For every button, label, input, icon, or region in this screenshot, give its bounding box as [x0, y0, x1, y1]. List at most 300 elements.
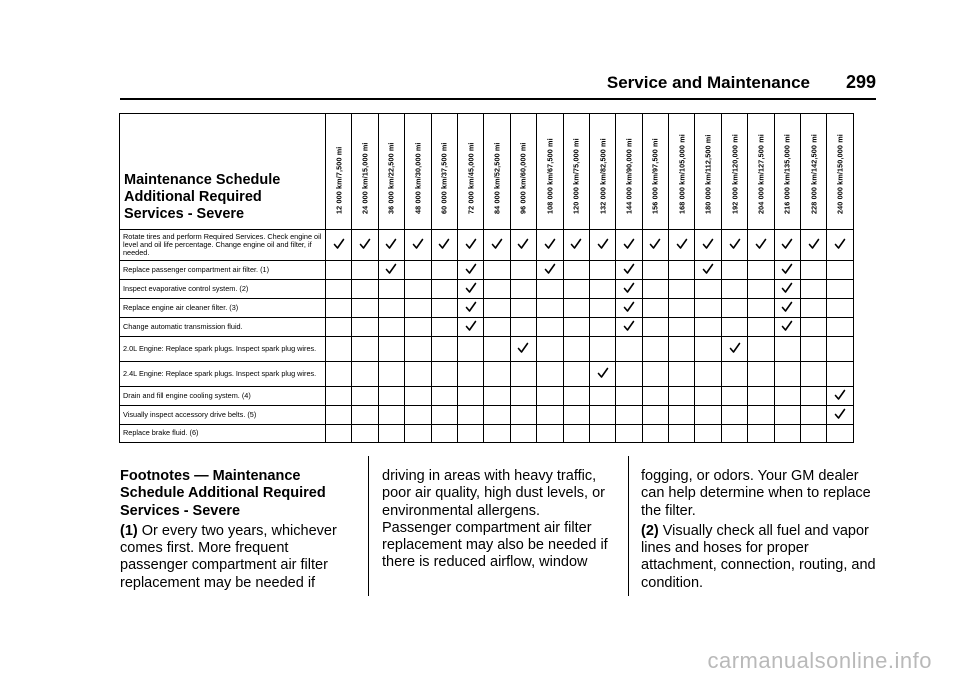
table-title	[120, 114, 326, 230]
schedule-cell	[774, 261, 800, 280]
schedule-cell	[537, 318, 563, 337]
schedule-cell	[431, 337, 457, 362]
schedule-cell	[405, 387, 431, 406]
schedule-cell	[326, 280, 352, 299]
schedule-cell	[695, 387, 721, 406]
schedule-cell	[669, 299, 695, 318]
interval-label: 24 000 km/15,000 mi	[360, 142, 370, 214]
schedule-cell	[457, 387, 483, 406]
schedule-cell	[405, 337, 431, 362]
schedule-cell	[378, 425, 404, 443]
service-task: Rotate tires and perform Required Services. Check engine oil level and oil life percentage. Change engine oil and filter, if needed.	[120, 230, 326, 261]
interval-header	[431, 114, 457, 230]
schedule-cell	[695, 337, 721, 362]
checkmark-icon	[517, 237, 529, 249]
checkmark-icon	[333, 237, 345, 249]
schedule-cell	[801, 230, 827, 261]
schedule-cell	[378, 299, 404, 318]
schedule-cell	[748, 362, 774, 387]
schedule-cell	[326, 299, 352, 318]
schedule-cell	[484, 299, 510, 318]
schedule-cell	[457, 299, 483, 318]
schedule-cell	[457, 362, 483, 387]
schedule-cell	[695, 425, 721, 443]
table-row	[120, 299, 854, 318]
schedule-cell	[378, 337, 404, 362]
table-row	[120, 387, 854, 406]
footnote-column-1	[120, 468, 350, 595]
schedule-cell	[801, 362, 827, 387]
interval-label: 240 000 km/150,000 mi	[835, 134, 845, 214]
schedule-cell	[774, 337, 800, 362]
checkmark-icon	[729, 237, 741, 249]
schedule-cell	[721, 425, 747, 443]
service-task: Replace brake fluid. (6)	[120, 425, 326, 443]
checkmark-icon	[465, 300, 477, 312]
schedule-cell	[457, 280, 483, 299]
schedule-cell	[616, 425, 642, 443]
schedule-cell	[748, 406, 774, 425]
footnote-1	[120, 523, 350, 592]
schedule-cell	[510, 230, 536, 261]
schedule-cell	[721, 230, 747, 261]
schedule-cell	[827, 261, 853, 280]
interval-header	[642, 114, 668, 230]
schedule-cell	[616, 337, 642, 362]
schedule-cell	[537, 280, 563, 299]
schedule-cell	[774, 387, 800, 406]
schedule-cell	[589, 261, 615, 280]
schedule-cell	[352, 280, 378, 299]
schedule-cell	[721, 387, 747, 406]
service-task: Replace engine air cleaner filter. (3)	[120, 299, 326, 318]
schedule-cell	[801, 387, 827, 406]
schedule-cell	[484, 337, 510, 362]
interval-header	[801, 114, 827, 230]
schedule-cell	[563, 337, 589, 362]
footnote-1-end: fogging, or odors. Your GM dealer can help determine when to replace the filter.	[641, 468, 871, 519]
checkmark-icon	[781, 237, 793, 249]
schedule-cell	[642, 280, 668, 299]
footnotes-section	[120, 468, 876, 598]
maintenance-schedule-table	[119, 113, 854, 443]
schedule-cell	[669, 280, 695, 299]
schedule-cell	[695, 230, 721, 261]
schedule-cell	[510, 280, 536, 299]
schedule-cell	[405, 261, 431, 280]
checkmark-icon	[834, 237, 846, 249]
schedule-cell	[774, 406, 800, 425]
schedule-cell	[431, 280, 457, 299]
schedule-cell	[352, 362, 378, 387]
table-row	[120, 261, 854, 280]
checkmark-icon	[623, 237, 635, 249]
section-title: Service and Maintenance	[606, 73, 810, 92]
schedule-cell	[642, 318, 668, 337]
schedule-cell	[378, 261, 404, 280]
checkmark-icon	[623, 281, 635, 293]
checkmark-icon	[570, 237, 582, 249]
checkmark-icon	[676, 237, 688, 249]
schedule-cell	[774, 230, 800, 261]
schedule-cell	[669, 318, 695, 337]
schedule-cell	[378, 362, 404, 387]
interval-header	[616, 114, 642, 230]
table-row	[120, 425, 854, 443]
schedule-cell	[563, 362, 589, 387]
watermark: carmanualsonline.info	[707, 648, 932, 673]
interval-label: 168 000 km/105,000 mi	[677, 134, 687, 214]
schedule-cell	[748, 299, 774, 318]
schedule-cell	[589, 362, 615, 387]
schedule-cell	[721, 406, 747, 425]
checkmark-icon	[781, 281, 793, 293]
schedule-cell	[827, 318, 853, 337]
table-title-line: Additional Required	[124, 189, 262, 205]
column-divider	[628, 456, 629, 596]
schedule-cell	[827, 230, 853, 261]
checkmark-icon	[385, 237, 397, 249]
schedule-cell	[352, 261, 378, 280]
schedule-cell	[484, 318, 510, 337]
checkmark-icon	[465, 262, 477, 274]
interval-label: 108 000 km/67,500 mi	[545, 138, 555, 214]
schedule-cell	[589, 318, 615, 337]
checkmark-icon	[597, 366, 609, 378]
schedule-cell	[378, 387, 404, 406]
checkmark-icon	[491, 237, 503, 249]
schedule-cell	[484, 280, 510, 299]
schedule-cell	[721, 337, 747, 362]
schedule-cell	[457, 425, 483, 443]
schedule-cell	[642, 337, 668, 362]
schedule-cell	[405, 425, 431, 443]
schedule-cell	[801, 318, 827, 337]
footnote-column-3	[641, 468, 876, 595]
schedule-cell	[563, 318, 589, 337]
schedule-cell	[695, 299, 721, 318]
schedule-cell	[431, 230, 457, 261]
schedule-cell	[537, 230, 563, 261]
schedule-cell	[457, 337, 483, 362]
schedule-cell	[484, 425, 510, 443]
footnotes-title: Footnotes — Maintenance Schedule Additional Required Services - Severe	[120, 468, 326, 519]
checkmark-icon	[465, 319, 477, 331]
schedule-cell	[563, 387, 589, 406]
schedule-cell	[537, 425, 563, 443]
interval-header	[457, 114, 483, 230]
service-task: 2.0L Engine: Replace spark plugs. Inspect spark plug wires.	[120, 337, 326, 362]
interval-label: 156 000 km/97,500 mi	[650, 138, 660, 214]
interval-label: 132 000 km/82,500 mi	[598, 138, 608, 214]
checkmark-icon	[438, 237, 450, 249]
schedule-cell	[510, 261, 536, 280]
interval-label: 216 000 km/135,000 mi	[782, 134, 792, 214]
schedule-cell	[748, 230, 774, 261]
schedule-cell	[748, 280, 774, 299]
checkmark-icon	[359, 237, 371, 249]
schedule-cell	[510, 425, 536, 443]
schedule-cell	[457, 230, 483, 261]
schedule-cell	[510, 387, 536, 406]
interval-header	[721, 114, 747, 230]
table-row	[120, 230, 854, 261]
schedule-cell	[510, 337, 536, 362]
footnote-2-text: Visually check all fuel and vapor lines and hoses for proper attachment, connection, routing, and condition.	[641, 522, 876, 591]
checkmark-icon	[834, 407, 846, 419]
schedule-cell	[484, 387, 510, 406]
schedule-cell	[563, 406, 589, 425]
schedule-cell	[616, 261, 642, 280]
checkmark-icon	[412, 237, 424, 249]
schedule-cell	[616, 406, 642, 425]
schedule-cell	[563, 280, 589, 299]
schedule-cell	[484, 261, 510, 280]
schedule-cell	[510, 318, 536, 337]
schedule-cell	[748, 261, 774, 280]
footnote-1-text: Or every two years, whichever comes first. More frequent passenger compartment air filter replacement may be needed if	[120, 522, 337, 591]
schedule-cell	[616, 230, 642, 261]
schedule-cell	[669, 362, 695, 387]
schedule-cell	[616, 362, 642, 387]
schedule-cell	[378, 230, 404, 261]
service-task: Drain and fill engine cooling system. (4)	[120, 387, 326, 406]
table-body	[120, 230, 854, 443]
interval-label: 144 000 km/90,000 mi	[624, 138, 634, 214]
schedule-cell	[616, 280, 642, 299]
schedule-cell	[721, 318, 747, 337]
service-task: Inspect evaporative control system. (2)	[120, 280, 326, 299]
table-row	[120, 318, 854, 337]
schedule-cell	[801, 280, 827, 299]
schedule-cell	[405, 280, 431, 299]
schedule-cell	[642, 425, 668, 443]
schedule-cell	[827, 299, 853, 318]
service-task: Replace passenger compartment air filter. (1)	[120, 261, 326, 280]
schedule-cell	[801, 406, 827, 425]
interval-header	[589, 114, 615, 230]
schedule-cell	[774, 280, 800, 299]
table-row	[120, 280, 854, 299]
schedule-cell	[695, 362, 721, 387]
schedule-cell	[431, 362, 457, 387]
interval-header	[378, 114, 404, 230]
checkmark-icon	[781, 319, 793, 331]
schedule-cell	[457, 261, 483, 280]
interval-label: 12 000 km/7,500 mi	[334, 146, 344, 214]
interval-label: 192 000 km/120,000 mi	[730, 134, 740, 214]
service-task: Visually inspect accessory drive belts. (5)	[120, 406, 326, 425]
footnote-column-2	[382, 468, 612, 572]
interval-header	[537, 114, 563, 230]
interval-header	[510, 114, 536, 230]
checkmark-icon	[623, 300, 635, 312]
schedule-cell	[563, 425, 589, 443]
schedule-cell	[827, 362, 853, 387]
table-header-row	[120, 114, 854, 230]
schedule-cell	[827, 425, 853, 443]
checkmark-icon	[834, 388, 846, 400]
schedule-cell	[352, 337, 378, 362]
schedule-cell	[326, 406, 352, 425]
footnote-1-ref: (1)	[120, 522, 138, 539]
schedule-cell	[589, 280, 615, 299]
schedule-cell	[484, 362, 510, 387]
schedule-cell	[616, 299, 642, 318]
checkmark-icon	[781, 262, 793, 274]
schedule-cell	[669, 406, 695, 425]
interval-header	[827, 114, 853, 230]
column-divider	[368, 456, 369, 596]
interval-label: 204 000 km/127,500 mi	[756, 134, 766, 214]
schedule-cell	[378, 318, 404, 337]
interval-label: 36 000 km/22,500 mi	[386, 142, 396, 214]
schedule-cell	[326, 387, 352, 406]
table-row	[120, 337, 854, 362]
schedule-cell	[721, 362, 747, 387]
schedule-cell	[721, 299, 747, 318]
schedule-cell	[695, 261, 721, 280]
schedule-cell	[589, 406, 615, 425]
schedule-cell	[563, 299, 589, 318]
schedule-cell	[589, 387, 615, 406]
footnote-2	[641, 523, 876, 592]
schedule-cell	[537, 337, 563, 362]
checkmark-icon	[623, 319, 635, 331]
schedule-cell	[774, 362, 800, 387]
schedule-cell	[431, 406, 457, 425]
schedule-cell	[563, 261, 589, 280]
interval-label: 228 000 km/142,500 mi	[809, 134, 819, 214]
schedule-cell	[484, 406, 510, 425]
schedule-cell	[748, 337, 774, 362]
checkmark-icon	[385, 262, 397, 274]
schedule-cell	[457, 318, 483, 337]
interval-header	[405, 114, 431, 230]
schedule-cell	[589, 299, 615, 318]
checkmark-icon	[597, 237, 609, 249]
schedule-cell	[326, 230, 352, 261]
service-task: 2.4L Engine: Replace spark plugs. Inspect spark plug wires.	[120, 362, 326, 387]
schedule-cell	[801, 337, 827, 362]
schedule-cell	[537, 406, 563, 425]
header-rule	[120, 98, 876, 100]
checkmark-icon	[702, 237, 714, 249]
schedule-cell	[695, 280, 721, 299]
schedule-cell	[801, 261, 827, 280]
interval-label: 72 000 km/45,000 mi	[466, 142, 476, 214]
schedule-cell	[827, 337, 853, 362]
schedule-cell	[378, 280, 404, 299]
schedule-cell	[695, 318, 721, 337]
schedule-cell	[827, 280, 853, 299]
schedule-cell	[563, 230, 589, 261]
schedule-cell	[510, 362, 536, 387]
checkmark-icon	[702, 262, 714, 274]
interval-header	[563, 114, 589, 230]
schedule-cell	[827, 387, 853, 406]
interval-label: 96 000 km/60,000 mi	[518, 142, 528, 214]
schedule-cell	[695, 406, 721, 425]
schedule-cell	[326, 261, 352, 280]
schedule-cell	[721, 261, 747, 280]
schedule-cell	[510, 406, 536, 425]
schedule-cell	[642, 299, 668, 318]
footnote-2-ref: (2)	[641, 522, 659, 539]
table-title-line: Services - Severe	[124, 206, 245, 222]
schedule-cell	[457, 406, 483, 425]
schedule-cell	[669, 387, 695, 406]
schedule-cell	[801, 299, 827, 318]
schedule-cell	[827, 406, 853, 425]
schedule-cell	[748, 318, 774, 337]
schedule-cell	[352, 318, 378, 337]
checkmark-icon	[517, 341, 529, 353]
footnote-1-continued: driving in areas with heavy traffic, poor air quality, high dust levels, or environmental allergens. Passenger compartment air filter replacement may also be needed if there is reduced airflow, window	[382, 468, 608, 571]
schedule-cell	[669, 261, 695, 280]
service-task: Change automatic transmission fluid.	[120, 318, 326, 337]
schedule-cell	[721, 280, 747, 299]
schedule-cell	[352, 230, 378, 261]
table-row	[120, 406, 854, 425]
checkmark-icon	[755, 237, 767, 249]
schedule-cell	[642, 362, 668, 387]
schedule-cell	[801, 425, 827, 443]
schedule-cell	[774, 318, 800, 337]
schedule-cell	[378, 406, 404, 425]
schedule-cell	[642, 387, 668, 406]
checkmark-icon	[465, 237, 477, 249]
table-row	[120, 362, 854, 387]
interval-label: 48 000 km/30,000 mi	[413, 142, 423, 214]
interval-label: 120 000 km/75,000 mi	[571, 138, 581, 214]
schedule-cell	[669, 337, 695, 362]
schedule-cell	[352, 387, 378, 406]
checkmark-icon	[465, 281, 477, 293]
schedule-cell	[352, 406, 378, 425]
interval-header	[326, 114, 352, 230]
interval-header	[484, 114, 510, 230]
schedule-cell	[774, 299, 800, 318]
checkmark-icon	[544, 237, 556, 249]
schedule-cell	[326, 337, 352, 362]
schedule-cell	[537, 362, 563, 387]
checkmark-icon	[808, 237, 820, 249]
schedule-cell	[431, 318, 457, 337]
schedule-cell	[431, 425, 457, 443]
checkmark-icon	[544, 262, 556, 274]
schedule-cell	[589, 425, 615, 443]
schedule-cell	[642, 230, 668, 261]
schedule-cell	[405, 299, 431, 318]
page-number: 299	[845, 72, 876, 92]
interval-label: 180 000 km/112,500 mi	[703, 134, 713, 214]
schedule-cell	[537, 261, 563, 280]
schedule-cell	[748, 425, 774, 443]
schedule-cell	[431, 387, 457, 406]
interval-header	[748, 114, 774, 230]
checkmark-icon	[781, 300, 793, 312]
schedule-cell	[326, 362, 352, 387]
schedule-cell	[642, 261, 668, 280]
interval-header	[669, 114, 695, 230]
interval-label: 84 000 km/52,500 mi	[492, 142, 502, 214]
schedule-cell	[616, 387, 642, 406]
schedule-cell	[510, 299, 536, 318]
checkmark-icon	[649, 237, 661, 249]
schedule-cell	[642, 406, 668, 425]
schedule-cell	[537, 387, 563, 406]
